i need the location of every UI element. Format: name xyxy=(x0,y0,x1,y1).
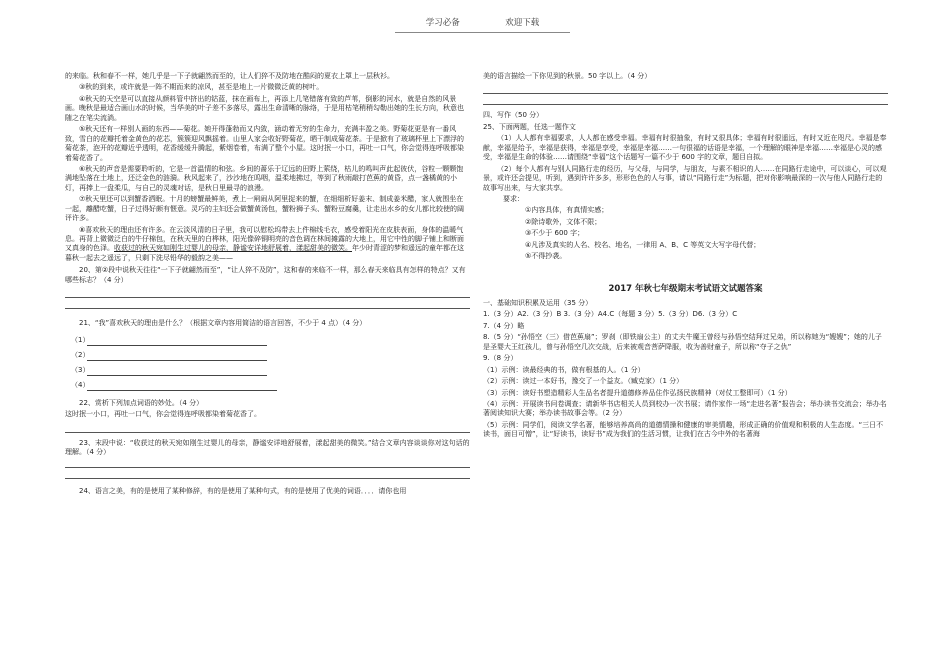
question-24: 24、语言之美，有的是使用了某种修辞，有的是使用了某种句式，有的是使用了优美的词语．．．．请你也用 xyxy=(79,487,407,496)
answer-line-5: （1）示例：读最经典的书，做有根基的人。（1 分） xyxy=(483,365,645,374)
answer-line-7: （3）示例：读好书塑造精彩人生品名者提升道德修养品住作弘扬民族精神（对仗工整即可）（1 分） xyxy=(483,388,792,397)
answer-line-9: （5）示例：同学们，阅读文学名著，能够培养高尚的道德情操和健康的审美情趣，形成正确的价值观和积极的人生态度。“三日不读书，面目可憎”，让“好读书，读好书”成为我们的生活习惯，让我们在古今中外的名著海 xyxy=(483,420,884,439)
q24-continued: 美的语言描绘一下你见到的秋景。50 字以上。（4 分） xyxy=(483,72,652,80)
requirement-item: ②除诗歌外，文体不限； xyxy=(525,217,602,226)
answer-line xyxy=(65,467,470,468)
answer-line xyxy=(483,93,888,94)
requirement-item: ①内容具体，有真情实感； xyxy=(525,206,609,215)
question-20: 20、第②段中说秋天往往“一下子就翩然而至”，“让人猝不及防”，这和春的来临不一样，那么春天来临具有怎样的特点？又有哪些标志？（4 分） xyxy=(65,266,466,284)
q22-sentence: 这时抿一小口，再吐一口气，你会觉得连呼吸都染着菊花香了。 xyxy=(65,410,261,419)
answer-blank[interactable] xyxy=(87,382,277,391)
reading-para-4: ④秋天的天空是可以直接从颜料管中挤出的钴蓝，抹在画布上，再添上几笔错落有致的芦苇，倒影的河水，就是自然的风景画。晚秋是最适合画山水的时候，当华美的叶子差不多落尽，露出生命清晰的脉络，于是用枯笔稍稍勾勒出她的生长方向，秋意也随之在笔尖流淌。 xyxy=(65,94,464,122)
reading-para-3: ③秋的到来，或许就是一阵不期而来的凉风，甚至是地上一片微微泛黄的树叶。 xyxy=(79,83,324,92)
page-header xyxy=(395,18,570,29)
question-25: 25、下面两题，任选一题作文 xyxy=(483,122,576,131)
blank-row: （2） xyxy=(65,346,470,361)
question-23: 23、末段中说：“收获过的秋天宛如刚生过婴儿的母亲，静谧安详地舒展着，漾起甜美的微笑。”结合文章内容谈谈你对这句话的理解。（4 分） xyxy=(65,438,470,456)
right-column xyxy=(483,72,888,442)
reading-para-7: ⑦秋天里还可以到蟹香洒眠。十月的螃蟹最鲜美，煮上一闸闹从阿里捉来的蟹，在细细析好姜末、制成姜米醋，家人就围坐在一起，離醋吃蟹，日子过得好颇有惬意。灵巧的主妇还会做蟹黄汤包，蟹粉狮子头、蟹粉豆腐羹，让走出水乡的女儿都比较使的阔评许多。 xyxy=(65,195,464,223)
answer-line-6: （2）示例：读过一本好书，豫交了一个益友。（臧克家）（1 分） xyxy=(483,377,684,386)
answer-blank[interactable] xyxy=(87,367,267,376)
question-21: 21、“我”喜欢秋天的理由是什么？（根据文章内容用简洁的语言回答，不少于 4 点）（4 分） xyxy=(79,319,367,328)
blank-row: （4） xyxy=(65,376,470,391)
reading-para-6: ⑥秋天的声音是需要聆听的，它是一首温情的和弦。乡间的蔷乐于辽远的田野上萦绕，枯儿的鸣叫声此起彼伏，谷粒一颗颗饱满地坠落在土地上，还泛金色的涟漪。秋风起来了，沙沙地在呜咽，温柔地拂过，等到了秋雨敲打芭蕉的黄昏，点一盏橘黄的小灯，再捧上一盘柔瓜，与自己的灵魂对话，是秋日里最寻的浪漫。 xyxy=(65,164,464,192)
answer-line xyxy=(65,297,470,298)
answer-line-2: 7.（4 分）略 xyxy=(483,321,525,330)
header-rule xyxy=(395,32,570,33)
header-left: 学习必备 xyxy=(425,18,460,28)
answer-line xyxy=(65,478,470,479)
para8-underlined: 收获过的秋天宛如刚生过婴儿的母亲，静谧安详地舒展着，漾起甜美的微笑。 xyxy=(114,244,352,253)
answer-key-title: 2017 年秋七年级期末考试语文试题答案 xyxy=(608,283,763,294)
answer-line-1: 1.（3 分）A2.（3 分）B 3.（3 分）A4.C（每题 3 分）5.（3 分）D6.（3 分）C xyxy=(483,310,738,319)
requirements-label: 要求： xyxy=(503,194,524,203)
q21-blanks xyxy=(65,331,470,391)
answer-blank[interactable] xyxy=(87,352,267,361)
answer-line xyxy=(483,104,888,105)
blank-row: （3） xyxy=(65,361,470,376)
answer-line xyxy=(65,308,470,309)
answer-line-0: 一、基础知识积累及运用（35 分） xyxy=(483,299,593,308)
question-22: 22、赏析下列加点词语的妙处。（4 分） xyxy=(79,398,204,407)
left-column xyxy=(65,72,470,499)
answer-line-8: （4）示例：开展读书问卷调查；请新华书店相关人员到校办一次书展；请作家作一场“走进名著”报告会；举办读书交流会；举办名著阅读知识大赛；举办读书故事会等。（2 分） xyxy=(483,399,887,418)
reading-para-5: ⑤秋天还有一样别人画的东西——菊花。她开得蓬勃而又内敛，涵动着无穷的生命力，充满丰盈之美。野菊花更是有一番风致，雪白的花瓣托着金黄色的花芯，簇簇迎风飘摇着。山里人家会收好野菊花，晒干制成菊花茶。于是掀有了玻璃杯里上下漂浮的菊花茶，泡开的花瓣近乎透明，花香缓缓升腾起，紫烟卷着，布满了整个小屋。这时抿一小口，再吐一口气，你会觉得连呼吸都染着菊花香了。 xyxy=(65,125,464,162)
requirement-item: ④凡涉及真实的人名、校名、地名，一律用 A、B、C 等英文大写字母代替； xyxy=(525,240,761,249)
answer-line-3: 8.（5 分）“孙悟空（三）借芭蕉扇”；罗刹（即铁扇公主）的丈夫牛魔王曾经与孙悟空结拜过兄弟，所以称她为“嫂嫂”；她的儿子是圣婴大王红孩儿，曾与孙悟空几次交战，后来被观音菩萨降服，收为善财童子，所以称“夺子之仇” xyxy=(483,333,882,351)
reading-para-8 xyxy=(65,226,470,264)
para8-tail: 年少时青涩的梦和遥远的童年都在这暮秋一起去之遥远了，只剩下洗尽铅华的毅韵之美—— xyxy=(65,244,464,262)
essay-option-2: （2）每个人都有与别人同路行走的经历，与父母，与同学，与朋友，与素不相识的人……在同路行走途中，可以谈心，可以观景，或许还会提见，听到，遇到许许多多，形形色色的人与事，请以“同路行走”为标题，把对你影响最深的一次与他人同路行走的故事写出来，与大家共享。 xyxy=(483,164,887,192)
section-4-title: 四、写作（50 分） xyxy=(483,111,544,120)
requirement-item: ③不少于 600 字； xyxy=(525,229,585,238)
header-right: 欢迎下载 xyxy=(505,18,540,28)
answer-blank[interactable] xyxy=(87,337,267,346)
answer-line xyxy=(65,432,470,433)
essay-option-1: （1）人人都有幸福要求，人人都在感受幸福。幸福有时很抽象，有时又很具体；幸福有时很遥远，有时又近在咫尺。幸福是奉献，幸福是给予，幸福是获得，幸福是享受，幸福是幸福……一句很福的话语是幸福，一个理解的眼神是幸福……幸福是心灵的感受，幸福是生命的体验……请围绕“幸福”这个话题写一篇不少于 600 字的文章，题目自拟。 xyxy=(483,134,887,162)
blank-row: （1） xyxy=(65,331,470,346)
answer-line-4: 9.（8 分） xyxy=(483,354,518,363)
para8-text: ⑧喜欢秋天的理由还有许多。在云淡风清的日子里，我可以慰松坞带去上件棉线毛衣，感受着阳光在皮肤表面，身体的温暖气息。再背上微微泛白的牛仔棉包，在秋天里的白桦林，阳光像碎铜明亮的音色调在林间摊露的大地上，用它中性的脚子铺上和断面又真身的色泽。 xyxy=(65,225,464,253)
requirement-item: ⑤不得抄袭。 xyxy=(525,252,567,261)
reading-para-1: 的来临。秋和春不一样，她几乎是一下子就翩然而至的，让人们猝不及防地在酷闷的夏衣上罩上一层秋衫。 xyxy=(65,72,394,80)
